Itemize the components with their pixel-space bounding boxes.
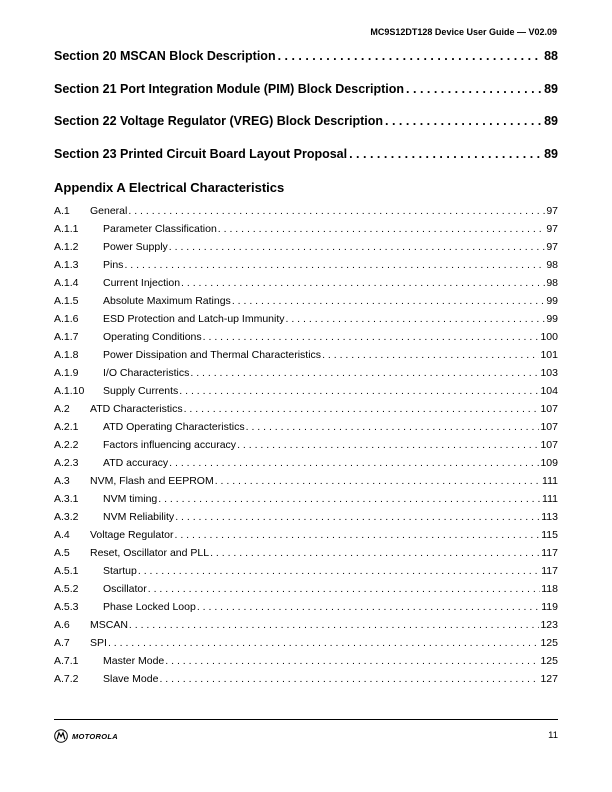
toc-entry[interactable] (54, 259, 558, 277)
entry-page: 117 (541, 547, 558, 559)
toc-entry[interactable] (54, 403, 558, 421)
entry-title: Power Dissipation and Thermal Characteristics (103, 349, 322, 361)
entry-title: Slave Mode (103, 673, 159, 685)
entry-page: 113 (541, 511, 558, 523)
dot-leader (197, 601, 540, 613)
entry-page: 98 (546, 259, 558, 271)
entry-number: A.1.5 (54, 295, 79, 307)
toc-entry[interactable] (54, 673, 558, 691)
toc-entry[interactable] (54, 619, 558, 637)
dot-leader (190, 367, 539, 379)
entry-number: A.5.3 (54, 601, 79, 613)
toc-entry[interactable] (54, 241, 558, 259)
entry-title: ATD accuracy (103, 457, 169, 469)
dot-leader (179, 385, 539, 397)
entry-number: A.1.6 (54, 313, 79, 325)
toc-entry[interactable] (54, 511, 558, 529)
dot-leader (406, 82, 542, 96)
entry-title: ESD Protection and Latch-up Immunity (103, 313, 285, 325)
entry-page: 99 (546, 313, 558, 325)
entry-number: A.1.2 (54, 241, 79, 253)
entry-title: Phase Locked Loop (103, 601, 196, 613)
entry-number: A.1.9 (54, 367, 79, 379)
entry-number: A.3.1 (54, 493, 79, 505)
entry-page: 97 (546, 241, 558, 253)
entry-number: A.2.2 (54, 439, 79, 451)
entry-page: 115 (541, 529, 558, 541)
toc-entry[interactable] (54, 385, 558, 403)
entry-number: A.1.7 (54, 331, 79, 343)
appendix-entry-list (54, 205, 558, 691)
toc-entry[interactable] (54, 637, 558, 655)
toc-entry[interactable] (54, 583, 558, 601)
dot-leader (148, 583, 540, 595)
toc-entry[interactable] (54, 367, 558, 385)
dot-leader (349, 147, 542, 161)
toc-entry[interactable] (54, 493, 558, 511)
toc-entry[interactable] (54, 529, 558, 547)
entry-title: Power Supply (103, 241, 168, 253)
footer-rule (54, 719, 558, 720)
entry-title: Voltage Regulator (90, 529, 174, 541)
section-list (54, 49, 558, 179)
entry-page: 97 (546, 205, 558, 217)
dot-leader (175, 511, 540, 523)
dot-leader (174, 529, 540, 541)
entry-number: A.1.10 (54, 385, 85, 397)
dot-leader (215, 475, 541, 487)
entry-title: Master Mode (103, 655, 165, 667)
dot-leader (181, 277, 545, 289)
section-page: 88 (544, 49, 558, 63)
entry-title: SPI (90, 637, 107, 649)
toc-section-entry[interactable] (54, 147, 558, 180)
section-title: Section 23 Printed Circuit Board Layout Proposal (54, 146, 348, 161)
dot-leader (138, 565, 540, 577)
entry-number: A.6 (54, 619, 70, 631)
toc-entry[interactable] (54, 331, 558, 349)
entry-number: A.4 (54, 529, 70, 541)
dot-leader (128, 205, 545, 217)
toc-entry[interactable] (54, 205, 558, 223)
entry-number: A.2.3 (54, 457, 79, 469)
entry-number: A.5.1 (54, 565, 79, 577)
entry-page: 107 (540, 439, 558, 451)
entry-title: Reset, Oscillator and PLL (90, 547, 210, 559)
entry-number: A.1.3 (54, 259, 79, 271)
dot-leader (278, 49, 543, 63)
entry-title: Startup (103, 565, 137, 577)
entry-number: A.2 (54, 403, 70, 415)
toc-entry[interactable] (54, 223, 558, 241)
dot-leader (129, 619, 540, 631)
toc-section-entry[interactable] (54, 82, 558, 115)
section-title: Section 20 MSCAN Block Description (54, 49, 276, 63)
section-page: 89 (544, 114, 558, 128)
dot-leader (218, 223, 546, 235)
dot-leader (169, 457, 539, 469)
toc-entry[interactable] (54, 295, 558, 313)
entry-title: Oscillator (103, 583, 147, 595)
dot-leader (246, 421, 540, 433)
entry-title: Current Injection (103, 277, 181, 289)
entry-number: A.7 (54, 637, 70, 649)
toc-entry[interactable] (54, 439, 558, 457)
entry-number: A.2.1 (54, 421, 79, 433)
dot-leader (108, 637, 540, 649)
toc-entry[interactable] (54, 547, 558, 565)
entry-number: A.5.2 (54, 583, 79, 595)
entry-title: Absolute Maximum Ratings (103, 295, 231, 307)
entry-page: 99 (546, 295, 558, 307)
dot-leader (158, 493, 541, 505)
entry-number: A.7.1 (54, 655, 79, 667)
dot-leader (210, 547, 540, 559)
entry-page: 125 (540, 655, 558, 667)
entry-number: A.3.2 (54, 511, 79, 523)
entry-page: 111 (542, 475, 558, 487)
entry-number: A.5 (54, 547, 70, 559)
entry-page: 97 (546, 223, 558, 235)
dot-leader (237, 439, 539, 451)
toc-section-entry[interactable] (54, 49, 558, 82)
entry-page: 127 (540, 673, 558, 685)
entry-page: 117 (541, 565, 558, 577)
toc-entry[interactable] (54, 475, 558, 493)
entry-page: 123 (540, 619, 558, 631)
entry-page: 109 (540, 457, 558, 469)
dot-leader (203, 331, 540, 343)
toc-entry[interactable] (54, 349, 558, 367)
entry-page: 104 (540, 385, 558, 397)
entry-page: 111 (542, 493, 558, 505)
entry-title: General (90, 205, 128, 217)
dot-leader (286, 313, 546, 325)
dot-leader (232, 295, 546, 307)
entry-number: A.1.1 (54, 223, 79, 235)
toc-entry[interactable] (54, 457, 558, 475)
entry-title: Pins (103, 259, 124, 271)
running-header: MC9S12DT128 Device User Guide — V02.09 (370, 27, 557, 37)
entry-title: ATD Characteristics (90, 403, 183, 415)
toc-section-entry[interactable] (54, 114, 558, 147)
section-page: 89 (544, 81, 558, 96)
entry-page: 119 (541, 601, 558, 613)
toc-entry[interactable] (54, 655, 558, 673)
toc-entry[interactable] (54, 421, 558, 439)
dot-leader (322, 349, 539, 361)
appendix-title: Appendix A Electrical Characteristics (54, 180, 285, 195)
toc-entry[interactable] (54, 313, 558, 331)
section-title: Section 21 Port Integration Module (PIM) Block Description (54, 81, 405, 96)
entry-title: ATD Operating Characteristics (103, 421, 245, 433)
motorola-logo-icon (54, 729, 68, 743)
dot-leader (124, 259, 545, 271)
toc-entry[interactable] (54, 601, 558, 619)
entry-title: NVM timing (103, 493, 158, 505)
dot-leader (385, 114, 542, 128)
entry-page: 107 (540, 421, 558, 433)
entry-page: 118 (541, 583, 558, 595)
entry-page: 100 (540, 331, 558, 343)
dot-leader (159, 673, 539, 685)
section-page: 89 (544, 146, 558, 161)
entry-page: 98 (546, 277, 558, 289)
section-title: Section 22 Voltage Regulator (VREG) Block Description (54, 114, 383, 128)
entry-page: 101 (540, 349, 558, 361)
toc-entry[interactable] (54, 565, 558, 583)
footer-logo-text: MOTOROLA (72, 731, 119, 741)
entry-page: 103 (540, 367, 558, 379)
entry-page: 125 (540, 637, 558, 649)
entry-page: 107 (540, 403, 558, 415)
entry-number: A.7.2 (54, 673, 79, 685)
entry-number: A.3 (54, 475, 70, 487)
entry-title: Parameter Classification (103, 223, 217, 235)
entry-number: A.1.8 (54, 349, 79, 361)
dot-leader (184, 403, 540, 415)
entry-title: Factors influencing accuracy (103, 439, 237, 451)
entry-title: MSCAN (90, 619, 128, 631)
entry-title: NVM Reliability (103, 511, 175, 523)
page-number: 11 (548, 730, 558, 741)
entry-title: I/O Characteristics (103, 367, 190, 379)
entry-number: A.1 (54, 205, 70, 217)
dot-leader (165, 655, 539, 667)
footer-logo (54, 729, 118, 743)
toc-entry[interactable] (54, 277, 558, 295)
entry-title: NVM, Flash and EEPROM (90, 475, 214, 487)
entry-title: Operating Conditions (103, 331, 202, 343)
entry-number: A.1.4 (54, 277, 79, 289)
entry-title: Supply Currents (103, 385, 179, 397)
dot-leader (169, 241, 546, 253)
